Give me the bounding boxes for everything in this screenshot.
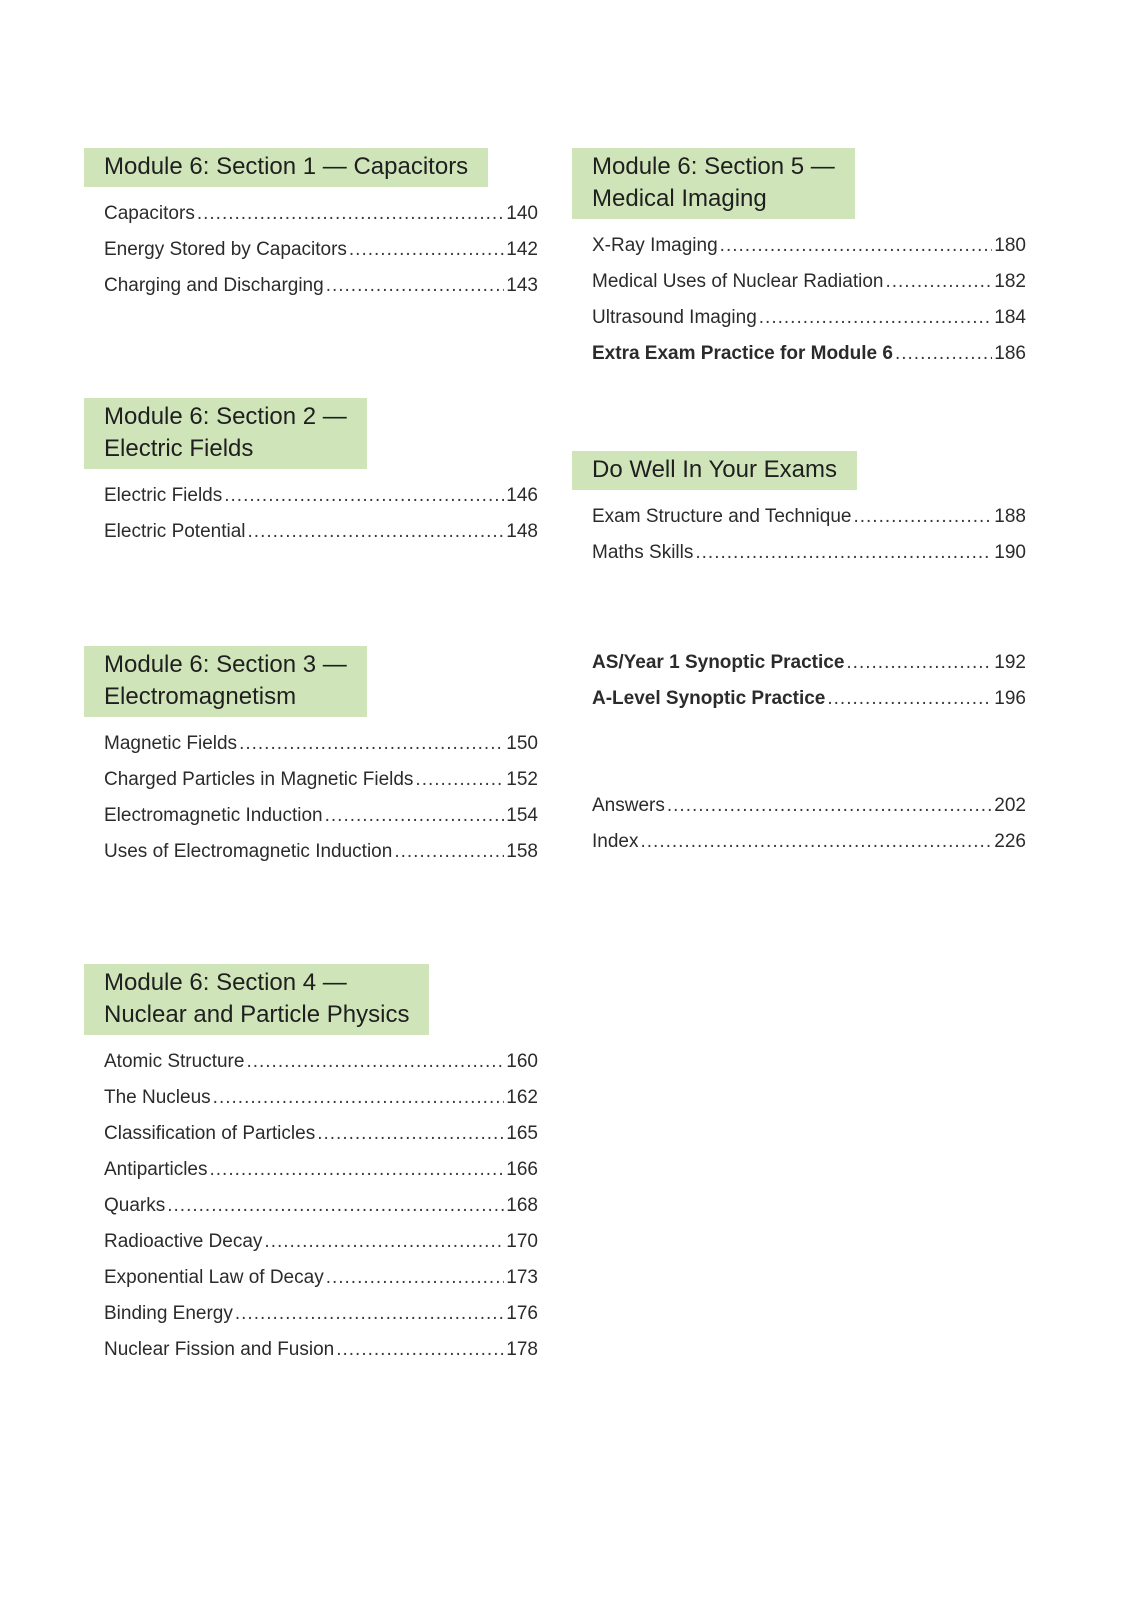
section-heading-line: Medical Imaging	[592, 185, 767, 212]
entry-page: 160	[506, 1051, 538, 1072]
dot-leader	[759, 300, 993, 336]
entry-title: A-Level Synoptic Practice	[592, 688, 826, 709]
entry-list	[84, 196, 538, 304]
dot-leader	[336, 1332, 504, 1368]
entry-page: 158	[506, 841, 538, 862]
toc-entry[interactable]	[84, 1188, 538, 1224]
entry-title: Nuclear Fission and Fusion	[104, 1339, 335, 1360]
toc-entry[interactable]	[84, 268, 538, 304]
dot-leader	[197, 196, 504, 232]
section-heading-line: Nuclear and Particle Physics	[104, 1001, 410, 1028]
entry-page: 196	[994, 688, 1026, 709]
toc-entry[interactable]	[572, 264, 1026, 300]
entry-page: 190	[994, 542, 1026, 563]
dot-leader	[326, 268, 505, 304]
entry-title: Quarks	[104, 1195, 166, 1216]
entry-title: Electric Potential	[104, 521, 246, 542]
entry-title: Medical Uses of Nuclear Radiation	[592, 271, 884, 292]
dot-leader	[846, 645, 992, 681]
entry-title: Uses of Electromagnetic Induction	[104, 841, 393, 862]
dot-leader	[239, 726, 504, 762]
entry-page: 170	[506, 1231, 538, 1252]
entry-title: Binding Energy	[104, 1303, 233, 1324]
toc-section-electric-fields	[84, 398, 538, 550]
entry-title: Magnetic Fields	[104, 733, 238, 754]
entry-title: Exponential Law of Decay	[104, 1267, 324, 1288]
entry-list	[84, 1044, 538, 1368]
dot-leader	[210, 1152, 505, 1188]
toc-entry[interactable]	[572, 499, 1026, 535]
toc-section-capacitors	[84, 148, 538, 304]
entry-title: Antiparticles	[104, 1159, 208, 1180]
entry-title: The Nucleus	[104, 1087, 211, 1108]
dot-leader	[667, 788, 992, 824]
dot-leader	[885, 264, 992, 300]
section-heading-line: Electric Fields	[104, 435, 254, 462]
entry-page: 180	[994, 235, 1026, 256]
section-heading	[84, 964, 429, 1035]
entry-title: Exam Structure and Technique	[592, 506, 852, 527]
toc-entry[interactable]	[572, 681, 1026, 717]
entry-page: 154	[506, 805, 538, 826]
entry-page: 173	[506, 1267, 538, 1288]
entry-page: 146	[506, 485, 538, 506]
entry-title: Answers	[592, 795, 665, 816]
toc-entry[interactable]	[572, 824, 1026, 860]
section-heading	[84, 398, 367, 469]
section-heading-line: Do Well In Your Exams	[592, 456, 838, 483]
entry-page: 168	[506, 1195, 538, 1216]
entry-title: Index	[592, 831, 639, 852]
dot-leader	[264, 1224, 504, 1260]
toc-section-synoptic	[572, 645, 1026, 717]
toc-entry[interactable]	[84, 1080, 538, 1116]
toc-entry[interactable]	[84, 478, 538, 514]
section-heading	[572, 148, 855, 219]
toc-entry[interactable]	[84, 1224, 538, 1260]
entry-title: Charging and Discharging	[104, 275, 324, 296]
toc-entry[interactable]	[84, 1296, 538, 1332]
toc-entry[interactable]	[572, 788, 1026, 824]
toc-entry[interactable]	[572, 300, 1026, 336]
entry-page: 166	[506, 1159, 538, 1180]
entry-page: 152	[506, 769, 538, 790]
entry-page: 178	[506, 1339, 538, 1360]
entry-title: Energy Stored by Capacitors	[104, 239, 347, 260]
toc-entry[interactable]	[84, 798, 538, 834]
entry-page: 188	[994, 506, 1026, 527]
toc-section-medical-imaging	[572, 148, 1026, 372]
toc-entry-extra-practice[interactable]	[572, 336, 1026, 372]
entry-title: AS/Year 1 Synoptic Practice	[592, 652, 845, 673]
toc-entry[interactable]	[572, 228, 1026, 264]
dot-leader	[895, 336, 992, 372]
dot-leader	[235, 1296, 504, 1332]
entry-title: Extra Exam Practice for Module 6	[592, 343, 893, 364]
entry-page: 176	[506, 1303, 538, 1324]
toc-entry[interactable]	[572, 645, 1026, 681]
entry-list	[572, 228, 1026, 372]
entry-title: Classification of Particles	[104, 1123, 316, 1144]
entry-title: X-Ray Imaging	[592, 235, 718, 256]
section-heading-line: Module 6: Section 2 —	[104, 403, 347, 430]
entry-list	[572, 499, 1026, 571]
dot-leader	[317, 1116, 504, 1152]
dot-leader	[213, 1080, 505, 1116]
entry-title: Charged Particles in Magnetic Fields	[104, 769, 414, 790]
toc-entry[interactable]	[84, 232, 538, 268]
toc-entry[interactable]	[84, 1332, 538, 1368]
entry-title: Capacitors	[104, 203, 195, 224]
toc-section-exams	[572, 451, 1026, 571]
entry-title: Ultrasound Imaging	[592, 307, 757, 328]
entry-title: Electromagnetic Induction	[104, 805, 323, 826]
entry-title: Atomic Structure	[104, 1051, 245, 1072]
section-heading	[84, 148, 488, 187]
entry-page: 192	[994, 652, 1026, 673]
entry-title: Electric Fields	[104, 485, 223, 506]
toc-entry[interactable]	[84, 762, 538, 798]
entry-page: 150	[506, 733, 538, 754]
entry-title: Radioactive Decay	[104, 1231, 263, 1252]
entry-list	[572, 645, 1026, 717]
toc-section-electromagnetism	[84, 646, 538, 870]
entry-page: 226	[994, 831, 1026, 852]
section-heading	[572, 451, 857, 490]
dot-leader	[640, 824, 992, 860]
toc-entry[interactable]	[84, 1152, 538, 1188]
dot-leader	[394, 834, 504, 870]
dot-leader	[827, 681, 992, 717]
dot-leader	[415, 762, 504, 798]
dot-leader	[325, 798, 505, 834]
toc-entry[interactable]	[84, 514, 538, 550]
toc-entry[interactable]	[84, 1116, 538, 1152]
section-heading-line: Module 6: Section 4 —	[104, 969, 347, 996]
section-heading-line: Module 6: Section 1 — Capacitors	[104, 153, 469, 180]
entry-page: 182	[994, 271, 1026, 292]
dot-leader	[720, 228, 993, 264]
dot-leader	[167, 1188, 504, 1224]
dot-leader	[248, 514, 505, 550]
toc-entry[interactable]	[84, 834, 538, 870]
entry-page: 162	[506, 1087, 538, 1108]
dot-leader	[224, 478, 504, 514]
entry-page: 165	[506, 1123, 538, 1144]
dot-leader	[695, 535, 992, 571]
section-heading	[84, 646, 367, 717]
entry-title: Maths Skills	[592, 542, 694, 563]
section-heading-line: Module 6: Section 5 —	[592, 153, 835, 180]
toc-entry[interactable]	[84, 726, 538, 762]
toc-entry[interactable]	[84, 1260, 538, 1296]
entry-list	[572, 788, 1026, 860]
toc-section-nuclear-physics	[84, 964, 538, 1368]
entry-page: 186	[994, 343, 1026, 364]
dot-leader	[349, 232, 504, 268]
toc-entry[interactable]	[84, 196, 538, 232]
dot-leader	[326, 1260, 505, 1296]
section-heading-line: Electromagnetism	[104, 683, 297, 710]
section-heading-line: Module 6: Section 3 —	[104, 651, 347, 678]
entry-page: 143	[506, 275, 538, 296]
dot-leader	[246, 1044, 504, 1080]
entry-list	[84, 726, 538, 870]
toc-section-back-matter	[572, 788, 1026, 860]
toc-entry[interactable]	[572, 535, 1026, 571]
dot-leader	[853, 499, 992, 535]
entry-page: 148	[506, 521, 538, 542]
entry-page: 142	[506, 239, 538, 260]
entry-page: 140	[506, 203, 538, 224]
entry-list	[84, 478, 538, 550]
toc-entry[interactable]	[84, 1044, 538, 1080]
entry-page: 202	[994, 795, 1026, 816]
entry-page: 184	[994, 307, 1026, 328]
